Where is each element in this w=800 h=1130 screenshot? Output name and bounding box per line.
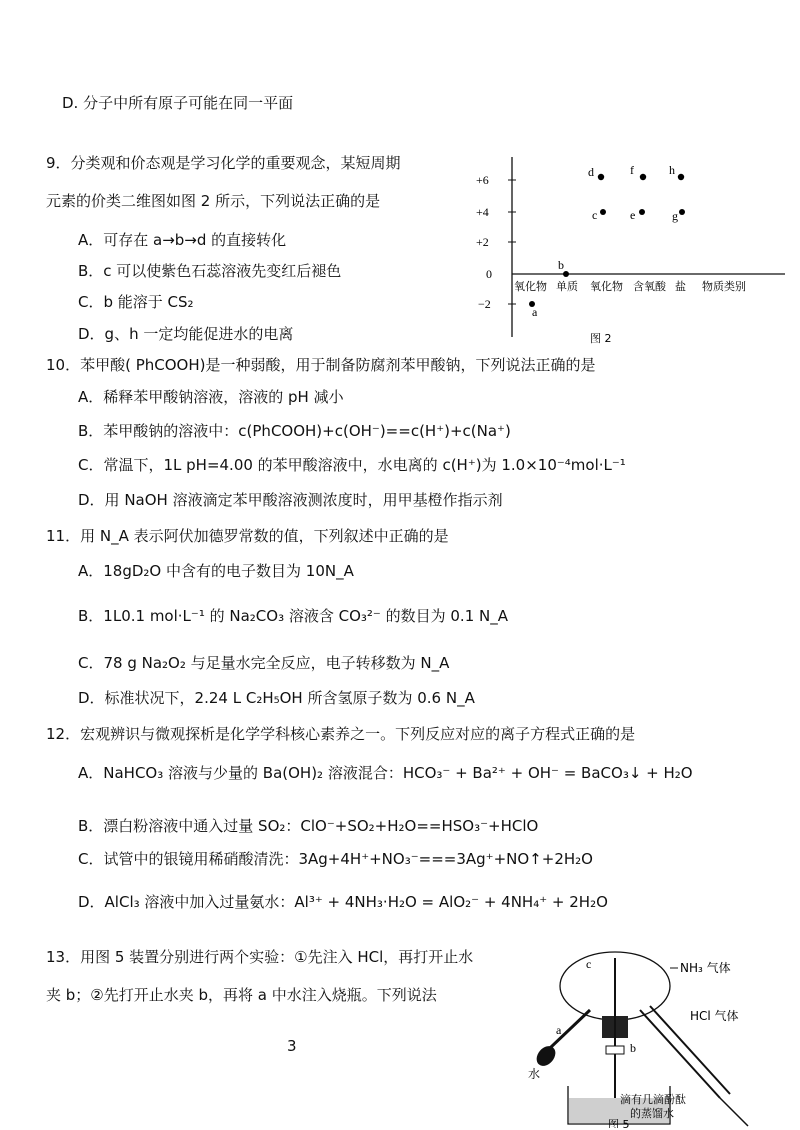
point-a-label: a — [532, 305, 538, 319]
q9-option-a: A．可存在 a→b→d 的直接转化 — [78, 231, 287, 249]
q13-stem-line2: 夹 b；②先打开止水夹 b，再将 a 中水注入烧瓶。下列说法 — [46, 986, 437, 1004]
q12-option-a: A．NaHCO₃ 溶液与少量的 Ba(OH)₂ 溶液混合：HCO₃⁻ + Ba²⁺ + OH⁻ = BaCO₃↓ + H₂O — [78, 764, 693, 782]
q12-option-d: D．AlCl₃ 溶液中加入过量氨水：Al³⁺ + 4NH₃·H₂O = AlO₂⁻ + 4NH₄⁺ + 2H₂O — [78, 893, 608, 911]
label-phenol-line1: 滴有几滴酚酞 — [620, 1093, 686, 1106]
point-d — [598, 174, 604, 180]
label-phenol-line2: 的蒸馏水 — [630, 1107, 674, 1120]
clamp-b — [606, 1046, 624, 1054]
q8-option-d: D. 分子中所有原子可能在同一平面 — [62, 94, 294, 112]
y-tick-plus4: +4 — [476, 205, 489, 219]
q10-option-d: D．用 NaOH 溶液滴定苯甲酸溶液测浓度时，用甲基橙作指示剂 — [78, 491, 503, 509]
figure-5-caption: 图 5 — [608, 1118, 630, 1128]
dropper-a — [533, 1042, 559, 1069]
y-tick-plus2: +2 — [476, 235, 489, 249]
x-cat-element: 单质 — [556, 280, 578, 293]
point-f — [640, 174, 646, 180]
point-b-label: b — [558, 258, 564, 272]
x-cat-oxide-neg: 氧化物 — [514, 280, 547, 293]
q11-option-d: D．标准状况下，2.24 L C₂H₅OH 所含氢原子数为 0.6 N_A — [78, 689, 475, 707]
point-d-label: d — [588, 165, 594, 179]
point-f-label: f — [630, 163, 634, 177]
x-axis-title: 物质类别 — [702, 280, 746, 293]
q11-option-c: C．78 g Na₂O₂ 与足量水完全反应，电子转移数为 N_A — [78, 654, 450, 672]
point-h-label: h — [669, 163, 675, 177]
q11-option-a: A．18gD₂O 中含有的电子数目为 10N_A — [78, 562, 354, 580]
point-c-label: c — [592, 208, 598, 222]
point-g-label: g — [672, 209, 678, 223]
q10-option-b: B．苯甲酸钠的溶液中：c(PhCOOH)+c(OH⁻)==c(H⁺)+c(Na⁺) — [78, 422, 511, 440]
x-cat-salt: 盐 — [675, 280, 686, 293]
figure-2-valence-class-diagram — [470, 152, 790, 347]
y-tick-minus2: −2 — [478, 297, 491, 311]
point-h — [678, 174, 684, 180]
page-number: 3 — [287, 1037, 297, 1055]
x-cat-oxide: 氧化物 — [590, 280, 623, 293]
q10-option-c: C．常温下，1L pH=4.00 的苯甲酸溶液中，水电离的 c(H⁺)为 1.0×10⁻⁴mol·L⁻¹ — [78, 456, 626, 474]
q10-option-a: A．稀释苯甲酸钠溶液，溶液的 pH 减小 — [78, 388, 344, 406]
y-tick-plus6: +6 — [476, 173, 489, 187]
q12-stem: 12．宏观辨识与微观探析是化学学科核心素养之一。下列反应对应的离子方程式正确的是 — [46, 725, 636, 743]
label-nh3: NH₃ 气体 — [680, 961, 731, 975]
q10-stem: 10．苯甲酸( PhCOOH)是一种弱酸，用于制备防腐剂苯甲酸钠，下列说法正确的是 — [46, 356, 596, 374]
point-g — [679, 209, 685, 215]
x-cat-oxyacid: 含氧酸 — [633, 280, 666, 293]
label-c: c — [586, 957, 592, 971]
label-a: a — [556, 1023, 562, 1037]
q9-stem-line2: 元素的价类二维图如图 2 所示，下列说法正确的是 — [46, 192, 381, 210]
q13-stem-line1: 13．用图 5 装置分别进行两个实验：①先注入 HCl，再打开止水 — [46, 948, 474, 966]
point-e-label: e — [630, 208, 636, 222]
q9-option-c: C．b 能溶于 CS₂ — [78, 293, 194, 311]
q12-option-c: C．试管中的银镜用稀硝酸清洗：3Ag+4H⁺+NO₃⁻===3Ag⁺+NO↑+2H₂O — [78, 850, 593, 868]
label-hcl: HCl 气体 — [690, 1009, 739, 1023]
q9-option-d: D．g、h 一定均能促进水的电离 — [78, 325, 294, 343]
figure-5-apparatus — [520, 938, 790, 1128]
label-water: 水 — [528, 1067, 541, 1081]
q12-option-b: B．漂白粉溶液中通入过量 SO₂：ClO⁻+SO₂+H₂O==HSO₃⁻+HClO — [78, 817, 539, 835]
figure-2-caption: 图 2 — [590, 332, 612, 345]
label-b: b — [630, 1041, 636, 1055]
point-e — [639, 209, 645, 215]
q9-option-b: B．c 可以使紫色石蕊溶液先变红后褪色 — [78, 262, 342, 280]
q11-option-b: B．1L0.1 mol·L⁻¹ 的 Na₂CO₃ 溶液含 CO₃²⁻ 的数目为 0.1 N_A — [78, 607, 508, 625]
y-tick-zero: 0 — [486, 267, 492, 281]
q9-stem-line1: 9．分类观和价态观是学习化学的重要观念，某短周期 — [46, 154, 401, 172]
point-c — [600, 209, 606, 215]
q11-stem: 11．用 N_A 表示阿伏加德罗常数的值，下列叙述中正确的是 — [46, 527, 449, 545]
